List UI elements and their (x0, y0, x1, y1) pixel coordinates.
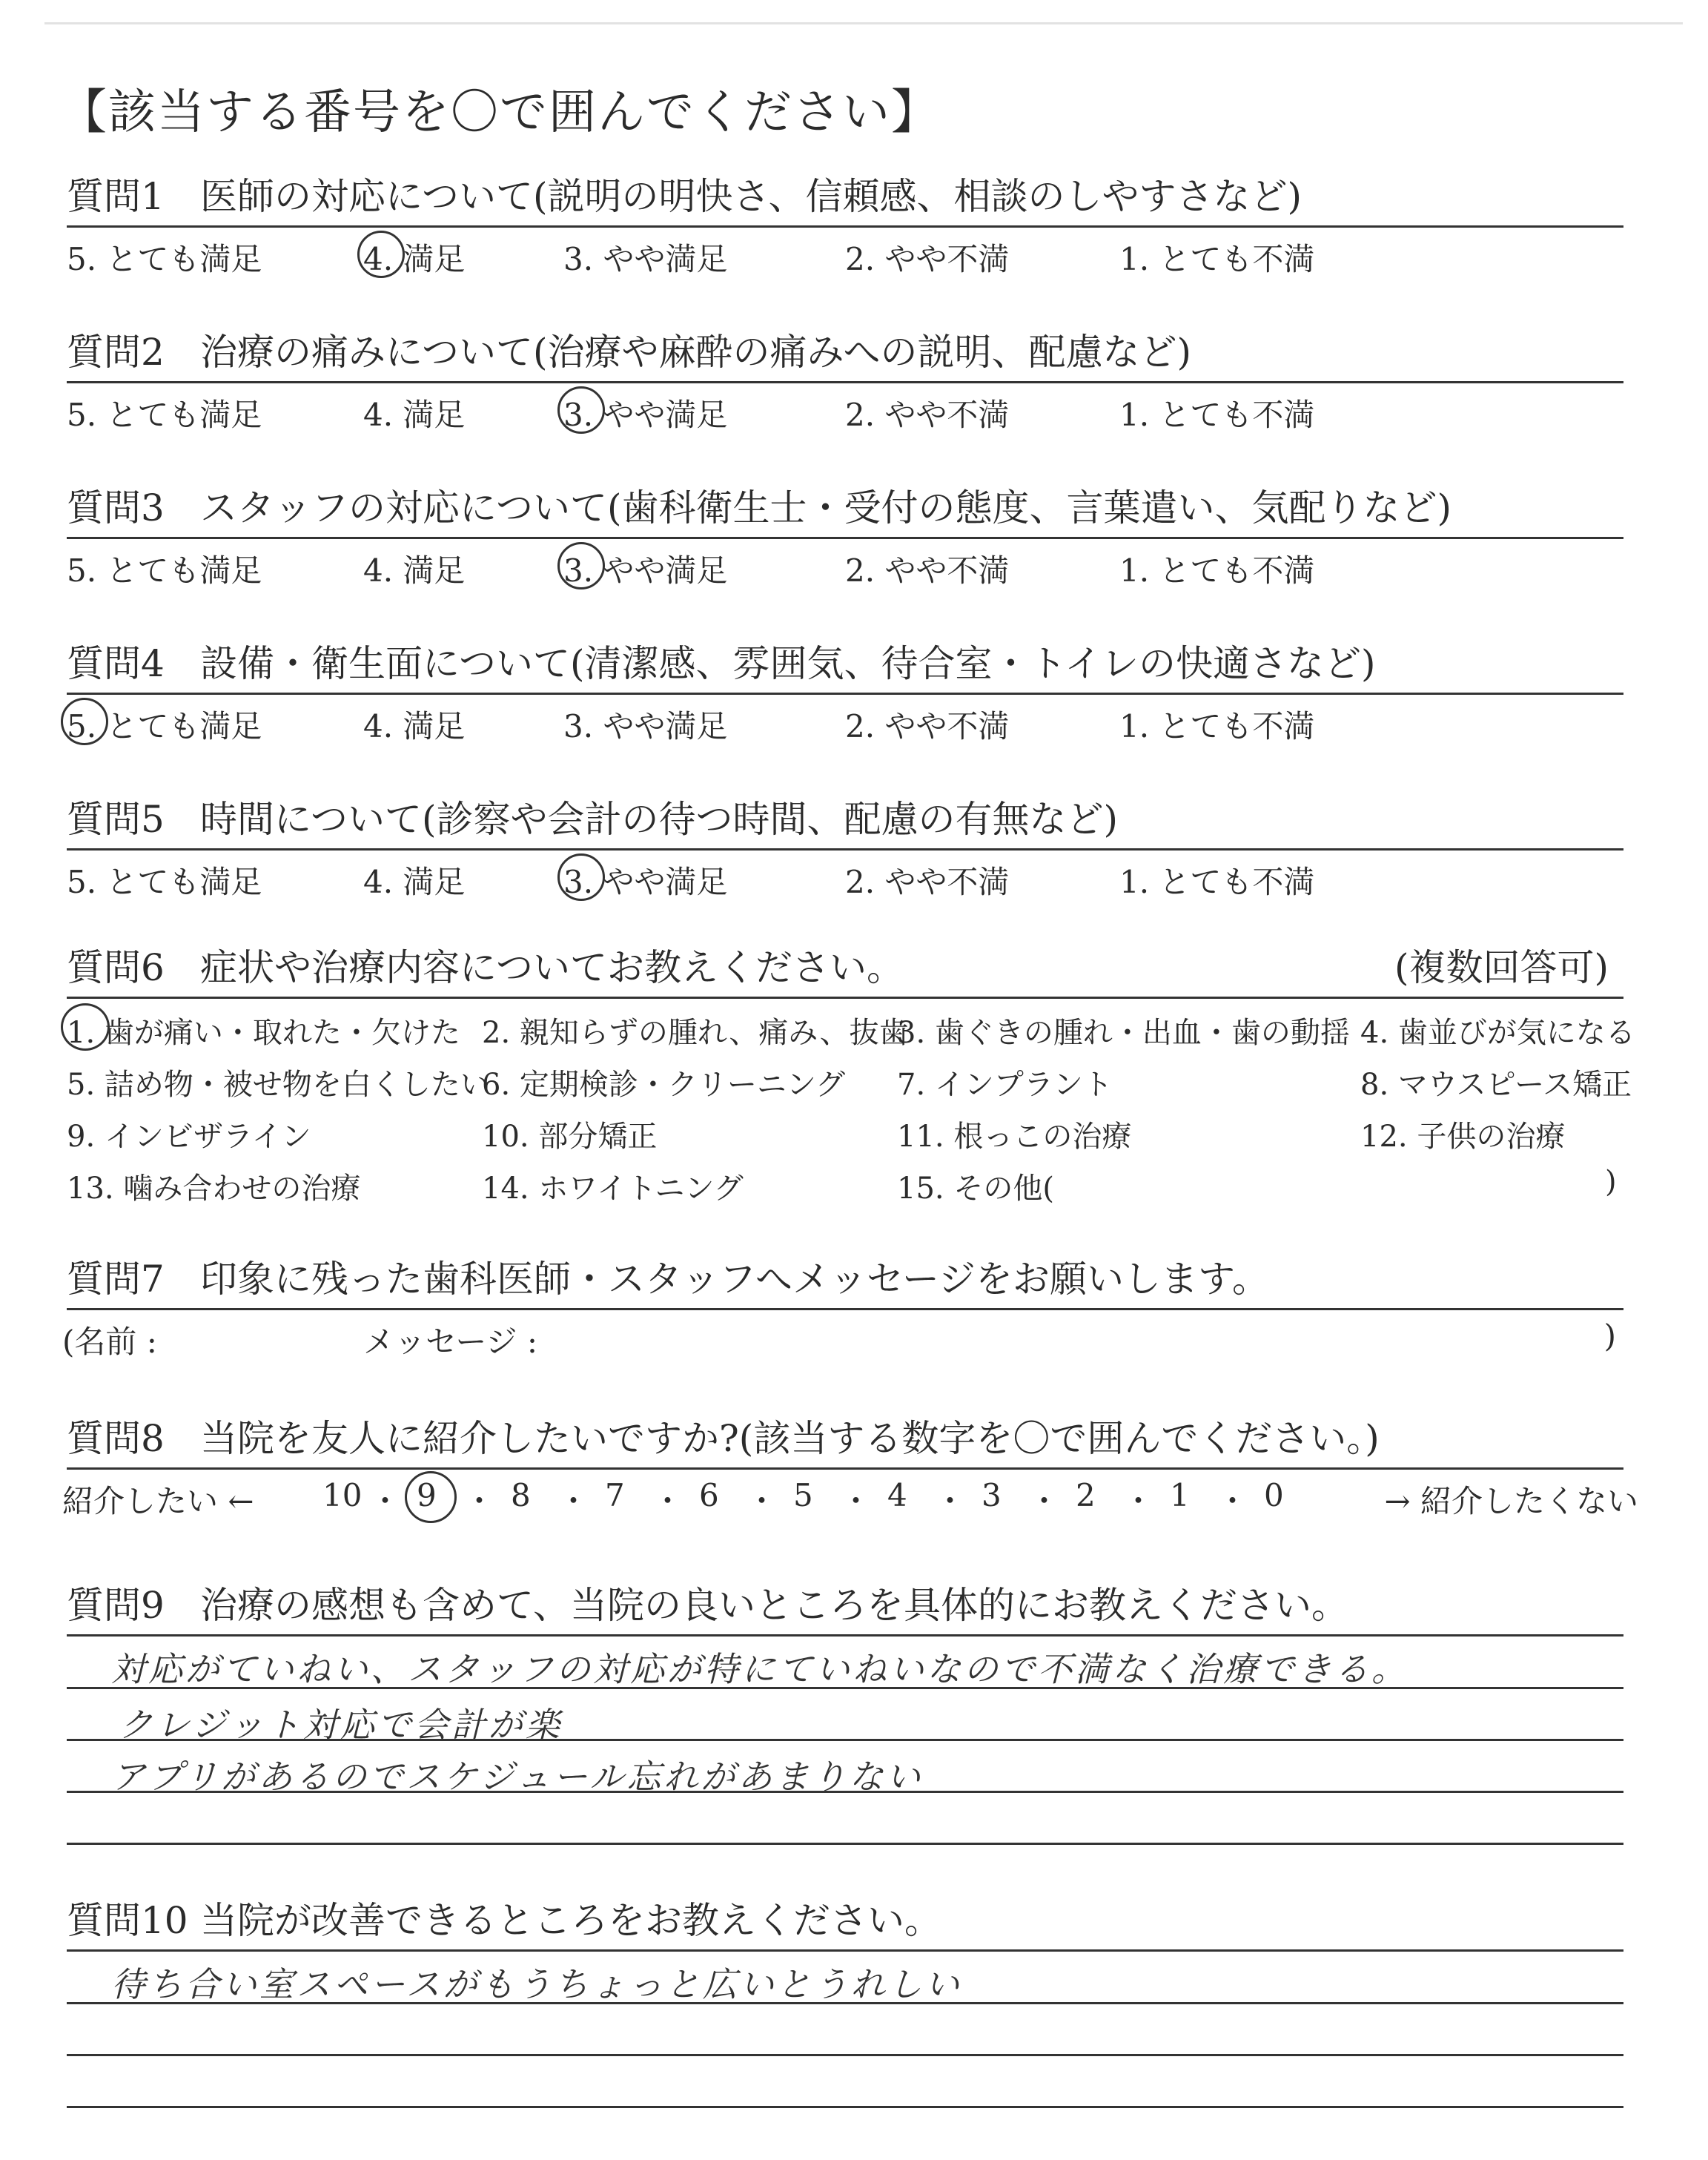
rating-option[interactable]: 4. 満足 (363, 241, 466, 277)
answer-line (67, 2106, 1623, 2108)
rating-option[interactable]: 3. やや満足 (563, 241, 728, 277)
rating-option[interactable]: 5. とても満足 (67, 397, 262, 433)
scale-separator: ・ (1122, 1483, 1154, 1519)
scale-separator: ・ (934, 1483, 966, 1519)
question-rule (67, 1634, 1623, 1636)
question-text: 当院が改善できるところをお教えください。 (200, 1899, 941, 1942)
recommend-scale (62, 1470, 1638, 1529)
top-border (44, 22, 1683, 24)
selection-circle (557, 542, 605, 589)
page-title: 【該当する番号を〇で囲んでください】 (59, 85, 940, 140)
message-label: メッセージ : (363, 1324, 537, 1360)
question-6 (67, 942, 1635, 1214)
rating-option[interactable]: 2. やや不満 (845, 864, 1010, 900)
rating-option[interactable]: 1. とても不満 (1119, 708, 1315, 744)
question-2 (67, 326, 1623, 435)
question-7 (62, 1253, 1623, 1362)
scale-value[interactable]: 6 (699, 1477, 719, 1513)
handwritten-answer: アプリがあるのでスケジュール忘れがあまりない (111, 1757, 924, 1797)
rating-options (67, 539, 1623, 591)
question-number: 質問7 (67, 1258, 165, 1301)
rating-option[interactable]: 4. 満足 (363, 708, 466, 744)
answer-line (67, 1843, 1623, 1845)
question-3 (67, 482, 1623, 591)
question-text: 印象に残った歯科医師・スタッフへメッセージをお願いします。 (200, 1258, 1269, 1301)
question-text: 時間について(診察や会計の待つ時間、配慮の有無など) (200, 798, 1119, 841)
scale-value[interactable]: 0 (1264, 1477, 1284, 1513)
question-text: 治療の感想も含めて、当院の良いところを具体的にお教えください。 (200, 1584, 1348, 1627)
treatment-option[interactable]: 10. 部分矯正 (482, 1120, 658, 1154)
question-text: 医師の対応について(説明の明快さ、信頼感、相談のしやすさなど) (200, 175, 1302, 218)
question-number: 質問9 (67, 1584, 165, 1627)
rating-option[interactable]: 2. やや不満 (845, 241, 1010, 277)
question-1 (67, 171, 1623, 280)
scale-separator: ・ (1217, 1483, 1248, 1519)
selection-circle (557, 853, 605, 901)
rating-option[interactable]: 3. やや満足 (563, 864, 728, 900)
scale-value[interactable]: 9 (417, 1477, 437, 1513)
rating-option[interactable]: 1. とても不満 (1119, 864, 1315, 900)
rating-option[interactable]: 2. やや不満 (845, 397, 1010, 433)
treatment-option[interactable]: 2. 親知らずの腫れ、痛み、抜歯 (482, 1016, 909, 1050)
rating-option[interactable]: 4. 満足 (363, 397, 466, 433)
question-5 (67, 793, 1623, 902)
scale-value[interactable]: 1 (1170, 1477, 1190, 1513)
treatment-option[interactable]: 3. 歯ぐきの腫れ・出血・歯の動揺 (897, 1016, 1350, 1050)
treatment-option[interactable]: 13. 噛み合わせの治療 (67, 1172, 361, 1206)
treatment-options (67, 999, 1635, 1214)
treatment-option[interactable]: 14. ホワイトニング (482, 1172, 744, 1206)
rating-option[interactable]: 1. とても不満 (1119, 552, 1315, 589)
question-4 (67, 638, 1623, 747)
scale-separator: ・ (463, 1483, 495, 1519)
question-number: 質問2 (67, 331, 165, 374)
rating-option[interactable]: 5. とても満足 (67, 552, 262, 589)
treatment-option[interactable]: 15. その他( (897, 1172, 1054, 1206)
scale-value[interactable]: 5 (793, 1477, 813, 1513)
handwritten-answer: 待ち合い室スペースがもうちょっと広いとうれしい (111, 1964, 962, 2004)
rating-option[interactable]: 3. やや満足 (563, 397, 728, 433)
question-text: 症状や治療内容についてお教えください。 (200, 946, 904, 989)
handwritten-answer: クレジット対応で会計が楽 (119, 1705, 563, 1745)
treatment-option[interactable]: 1. 歯が痛い・取れた・欠けた (67, 1016, 460, 1050)
question-number: 質問8 (67, 1417, 165, 1460)
scale-value[interactable]: 3 (982, 1477, 1002, 1513)
scale-value[interactable]: 7 (605, 1477, 625, 1513)
treatment-option[interactable]: 5. 詰め物・被せ物を白くしたい (67, 1068, 490, 1102)
question-number: 質問3 (67, 486, 165, 529)
treatment-option[interactable]: 4. 歯並びが気になる (1360, 1016, 1635, 1050)
rating-option[interactable]: 3. やや満足 (563, 708, 728, 744)
rating-option[interactable]: 2. やや不満 (845, 708, 1010, 744)
name-label: (名前 : (62, 1324, 157, 1360)
selection-circle (557, 386, 605, 434)
rating-option[interactable]: 5. とても満足 (67, 708, 262, 744)
scale-separator: ・ (1028, 1483, 1060, 1519)
scale-separator: ・ (840, 1483, 872, 1519)
rating-option[interactable]: 3. やや満足 (563, 552, 728, 589)
rating-option[interactable]: 1. とても不満 (1119, 397, 1315, 433)
rating-options (67, 383, 1623, 435)
scale-separator: ・ (652, 1483, 683, 1519)
scale-left-label: 紹介したい ← (62, 1483, 254, 1519)
selection-circle (405, 1471, 457, 1523)
treatment-option[interactable]: 9. インビザライン (67, 1120, 311, 1154)
scale-value[interactable]: 4 (887, 1477, 907, 1513)
question-number: 質問10 (67, 1899, 188, 1942)
rating-options (67, 228, 1623, 280)
scale-right-label: → 紹介したくない (1384, 1483, 1638, 1519)
close-paren: ) (1603, 1318, 1616, 1354)
scale-separator: ・ (557, 1483, 589, 1519)
other-close-paren: ) (1605, 1165, 1617, 1199)
rating-option[interactable]: 2. やや不満 (845, 552, 1010, 589)
question-text: 設備・衛生面について(清潔感、雰囲気、待合室・トイレの快適さなど) (200, 642, 1376, 685)
question-number: 質問6 (67, 946, 165, 989)
answer-line (67, 2054, 1623, 2056)
question-10 (67, 1895, 1623, 1952)
rating-option[interactable]: 5. とても満足 (67, 241, 262, 277)
treatment-option[interactable]: 7. インプラント (897, 1068, 1113, 1102)
scale-value[interactable]: 8 (511, 1477, 531, 1513)
treatment-option[interactable]: 8. マウスピース矯正 (1360, 1068, 1632, 1102)
question-8 (62, 1413, 1638, 1529)
treatment-option[interactable]: 12. 子供の治療 (1360, 1120, 1566, 1154)
scale-separator: ・ (746, 1483, 778, 1519)
question-number: 質問4 (67, 642, 165, 685)
question-text: 当院を友人に紹介したいですか?(該当する数字を〇で囲んでください。) (200, 1417, 1380, 1460)
treatment-option[interactable]: 11. 根っこの治療 (897, 1120, 1132, 1154)
scale-value[interactable]: 2 (1076, 1477, 1096, 1513)
question-rule (67, 1949, 1623, 1952)
handwritten-answer: 対応がていねい、スタッフの対応が特にていねいなので不満なく治療できる。 (111, 1649, 1409, 1689)
rating-options (67, 851, 1623, 902)
question-9 (67, 1579, 1623, 1636)
multiple-answer-note: (複数回答可) (1394, 946, 1609, 989)
question-number: 質問5 (67, 798, 165, 841)
selection-circle (357, 231, 405, 278)
treatment-option[interactable]: 6. 定期検診・クリーニング (482, 1068, 846, 1102)
rating-option[interactable]: 4. 満足 (363, 552, 466, 589)
rating-options (67, 695, 1623, 747)
question-text: 治療の痛みについて(治療や麻酔の痛みへの説明、配慮など) (200, 331, 1192, 374)
selection-circle (61, 698, 108, 745)
rating-option[interactable]: 1. とても不満 (1119, 241, 1315, 277)
rating-option[interactable]: 4. 満足 (363, 864, 466, 900)
question-number: 質問1 (67, 175, 165, 218)
rating-option[interactable]: 5. とても満足 (67, 864, 262, 900)
selection-circle (61, 1003, 110, 1051)
question-text: スタッフの対応について(歯科衛生士・受付の態度、言葉遣い、気配りなど) (200, 486, 1452, 529)
scale-separator: ・ (369, 1483, 401, 1519)
scale-value[interactable]: 10 (322, 1477, 363, 1513)
